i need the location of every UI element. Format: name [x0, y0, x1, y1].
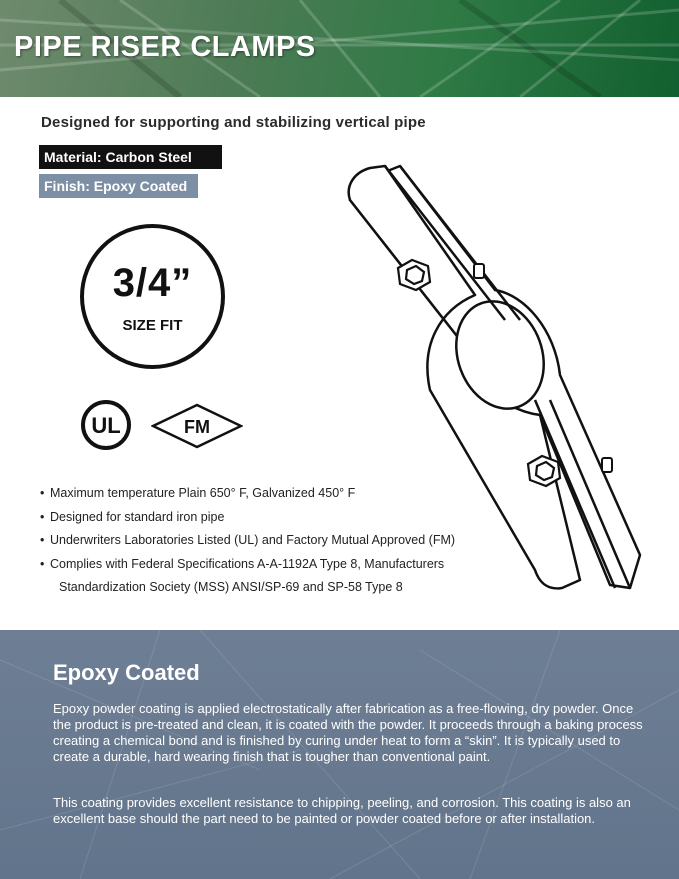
pipe-riser-clamp-illustration [340, 160, 660, 600]
coating-paragraph-1: Epoxy powder coating is applied electrostatically after fabrication as a free-flowing, dry powder. Once the product is pre-treated and clean, it is coated with the powder. It proceeds through a baking process creating a chemical bond and is finished by curing under heat to form a “skin”. It is typically used to create a durable, hard wearing finish that is tougher than conventional paint. [53, 701, 643, 764]
list-item: • Designed for standard iron pipe [40, 509, 225, 524]
size-fit-badge [80, 224, 225, 369]
finish-label: Finish: Epoxy Coated [39, 174, 198, 198]
size-label: SIZE FIT [122, 317, 183, 334]
page-title: PIPE RISER CLAMPS [14, 31, 316, 63]
fm-logo-text: FM [184, 417, 210, 437]
tagline: Designed for supporting and stabilizing vertical pipe [41, 114, 426, 131]
fm-approved-icon [151, 403, 243, 449]
coating-title: Epoxy Coated [53, 660, 200, 685]
header-banner [0, 0, 679, 97]
list-item: • Complies with Federal Specifications A-A-1192A Type 8, Manufacturers [40, 556, 445, 571]
list-item: Standardization Society (MSS) ANSI/SP-69 and SP-58 Type 8 [59, 580, 403, 594]
ul-logo-text: UL [91, 413, 121, 438]
size-value: 3/4” [112, 261, 193, 305]
coating-paragraph-2: This coating provides excellent resistance to chipping, peeling, and corrosion. This coating is also an excellent base should the part need to be painted or powder coated before or after installation. [53, 795, 631, 826]
material-label: Material: Carbon Steel [39, 145, 222, 169]
epoxy-coating-panel [0, 630, 679, 879]
list-item: • Maximum temperature Plain 650° F, Galvanized 450° F [40, 486, 356, 500]
list-item: • Underwriters Laboratories Listed (UL) and Factory Mutual Approved (FM) [40, 533, 456, 547]
ul-logo-icon [80, 400, 132, 450]
